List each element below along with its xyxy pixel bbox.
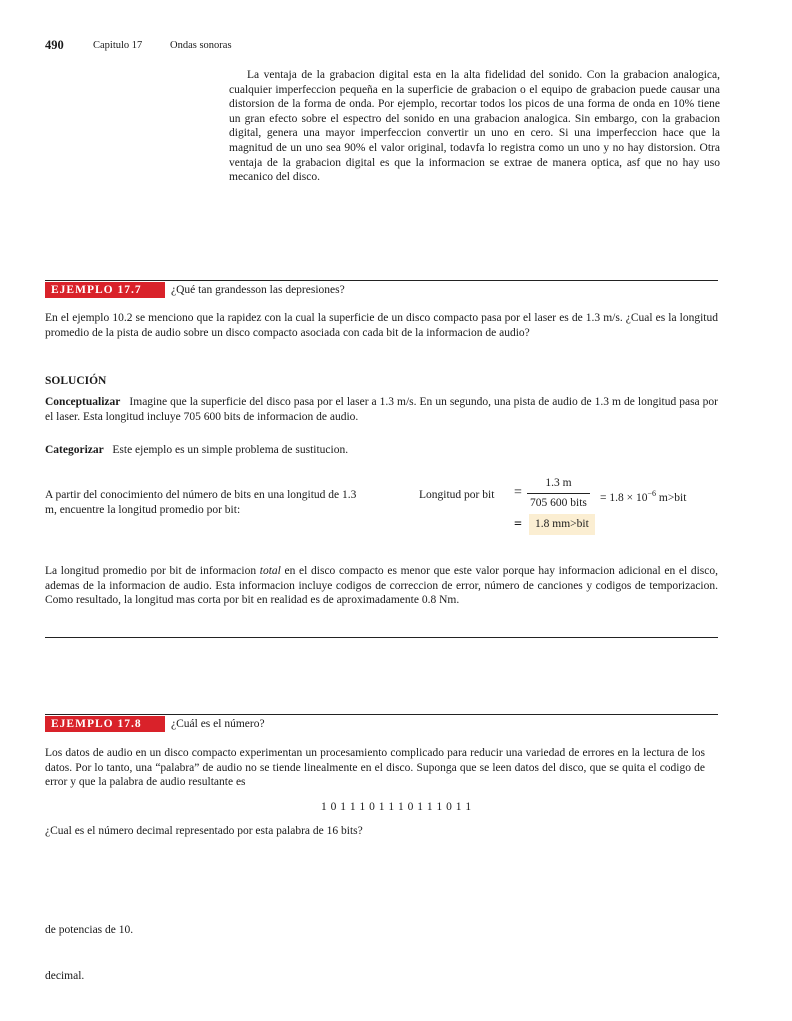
example-bottom-rule [45, 637, 718, 638]
equation-unit: m>bit [658, 491, 687, 504]
example2-question: ¿Cual es el número decimal representado por esta palabra de 16 bits? [45, 825, 363, 837]
equation-result [600, 487, 686, 505]
example-question-title: ¿Qué tan grandesson las depresiones? [171, 284, 345, 296]
step-instruction: A partir del conocimiento del número de bits en una longitud de 1.3 m, encuentre la longitud promedio por bit: [45, 489, 357, 516]
chapter-title: Ondas sonoras [170, 40, 232, 51]
example-top-rule [45, 280, 718, 281]
equation-numerator: 1.3 m [527, 476, 590, 494]
chapter-label: Capitulo 17 [93, 40, 143, 51]
conclusion-text-end: en el disco compacto es menor que este valor porque hay informacion adicional en el disco, ademas de la informacion de audio. Esta informacion incluye codigos de correccion de error, número de canciones y codigos de temporizacion. Como resultado, la longitud mas corta por bit en realidad es de aproximadamente 0.8 Nm. [45, 565, 718, 607]
text-fragment-1: de potencias de 10. [45, 924, 134, 936]
categorize-label: Categorizar [45, 444, 104, 456]
conclusion-emphasis: total [259, 565, 281, 577]
equation-final-result: 1.8 mm>bit [529, 514, 595, 535]
solution-label: SOLUCIÓN [45, 375, 107, 387]
equation-result-value: = 1.8 × 10 [600, 491, 648, 504]
example-problem: En el ejemplo 10.2 se menciono que la rapidez con la cual la superficie de un disco compacto pasa por el laser es de 1.3 m/s. ¿Cual es la longitud promedio de la pista de audio sobre un disco compacto asociada con cada bit de la informacion de audio? [45, 312, 718, 339]
example2-tag: EJEMPLO 17.8 [45, 716, 165, 732]
page-number: 490 [45, 38, 64, 52]
equation-label: Longitud por bit [419, 489, 495, 501]
equation-equals: = [514, 485, 522, 500]
equation-denominator: 705 600 bits [530, 496, 587, 509]
equation-exponent: −6 [647, 489, 656, 498]
conclusion-paragraph [45, 564, 718, 608]
example2-top-rule [45, 714, 718, 715]
example2-question-title: ¿Cuál es el número? [171, 718, 265, 730]
conclusion-text-start: La longitud promedio por bit de informacion [45, 565, 260, 577]
categorize-paragraph [45, 443, 718, 458]
example2-problem: Los datos de audio en un disco compacto experimentan un procesamiento complicado para reducir una variedad de errores en la lectura de los datos. Por lo tanto, una “palabra” de audio no se tiende linealmente en el disco. Suponga que se leen datos del disco, que se quita el codigo de error y que la palabra de audio resultante es [45, 747, 705, 789]
conceptualize-text: Imagine que la superficie del disco pasa por el laser a 1.3 m/s. En un segundo, una pista de audio de 1.3 m de longitud pasa por el laser. Esta longitud incluye 705 600 bits de informacion de audio. [45, 396, 718, 423]
equation-fraction [527, 476, 590, 510]
conceptualize-label: Conceptualizar [45, 396, 121, 408]
intro-paragraph: La ventaja de la grabacion digital esta en la alta fidelidad del sonido. Con la grabacion analogica, cualquier imperfeccion pequeña en la superficie de grabacion o el equipo de grabacion puede causar una distorsion de la forma de onda. Por ejemplo, recortar todos los picos de una forma de onda en 10% tiene un gran efecto sobre el espectro del sonido en una grabacion analogica. Sin embargo, con la grabacion digital, genera una mayor imperfeccion convertir un uno en cero. Si una imperfeccion hace que la magnitud de un uno sea 90% el valor original, todavfa lo registra como un uno y no hay distorsion. Otra ventaja de la grabacion digital es que la informacion se extrae de manera optica, asf que no hay uso mecanico del disco. [229, 69, 720, 184]
text-fragment-2: decimal. [45, 970, 85, 982]
equation-equals-2: = [514, 517, 522, 532]
binary-word: 1 0 1 1 1 0 1 1 1 0 1 1 1 0 1 1 [320, 801, 472, 813]
categorize-text: Este ejemplo es un simple problema de sustitucion. [112, 444, 349, 456]
conceptualize-paragraph [45, 395, 718, 424]
example-tag: EJEMPLO 17.7 [45, 282, 165, 298]
